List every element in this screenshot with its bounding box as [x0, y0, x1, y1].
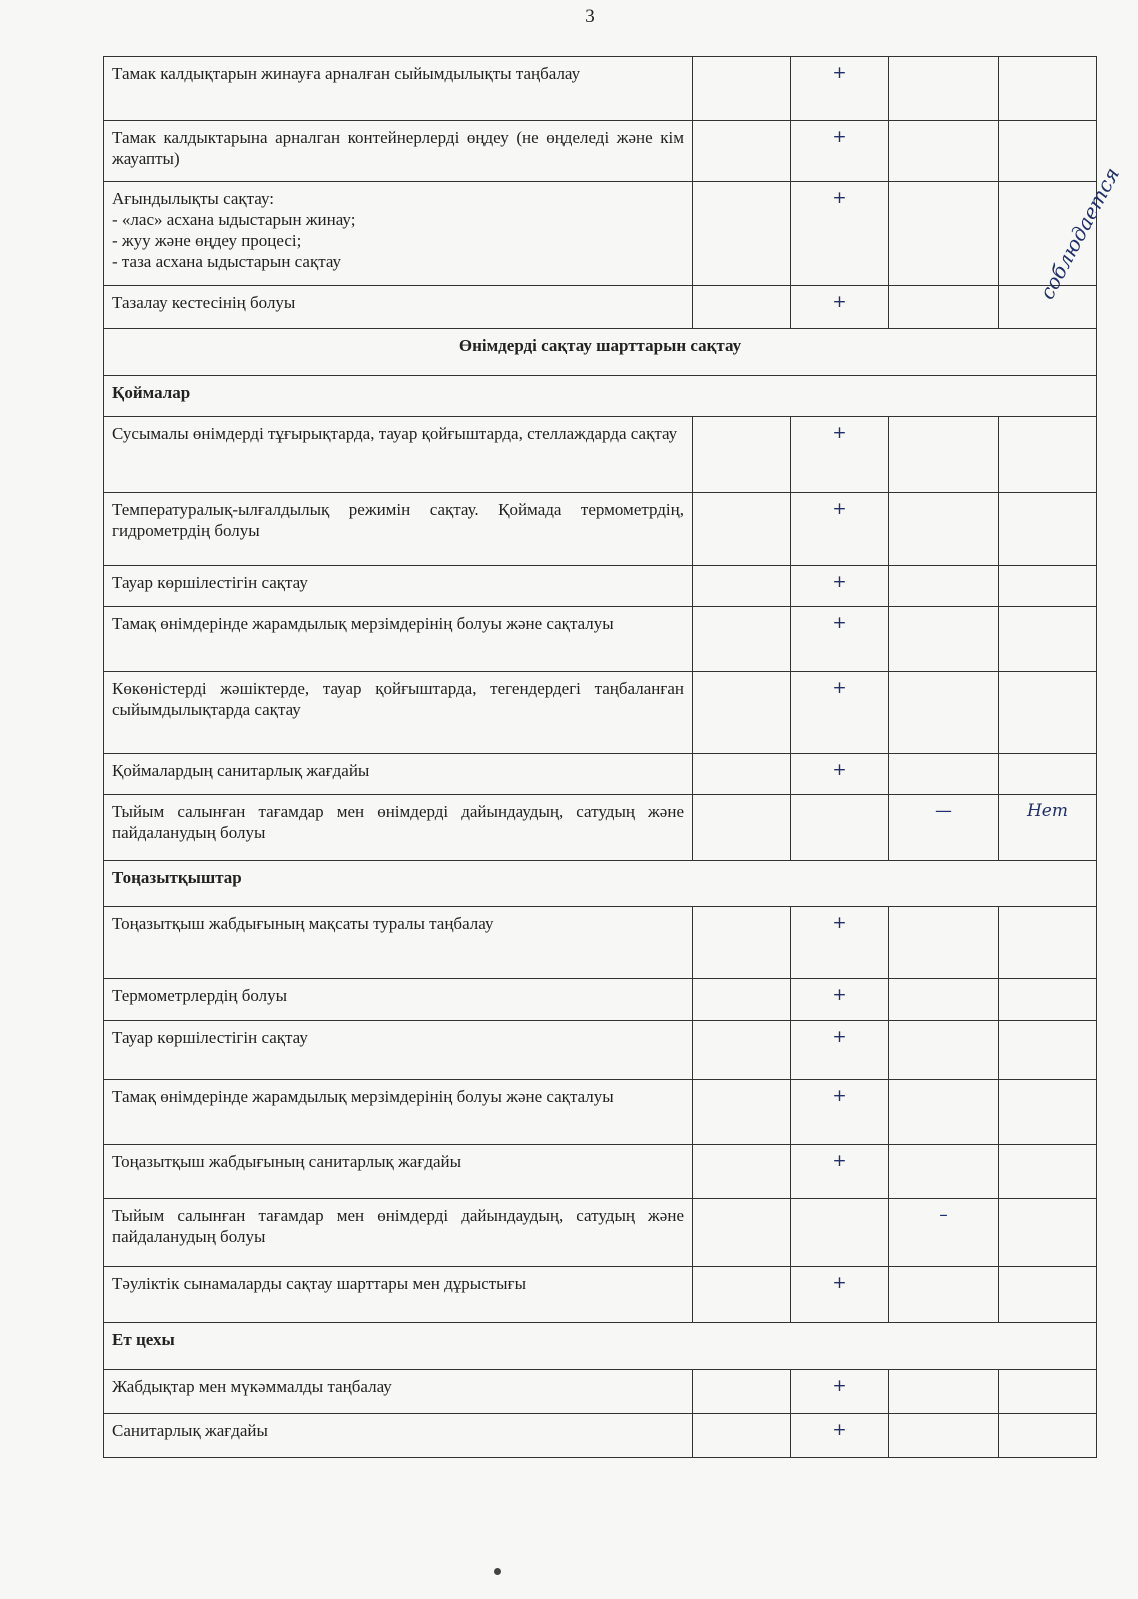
handwritten-note [999, 1021, 1097, 1080]
requirement-text: Термометрлердің болуы [104, 979, 693, 1021]
requirement-text [104, 182, 693, 286]
handwritten-note [999, 1145, 1097, 1199]
compliance-mark: + [791, 566, 889, 607]
non-compliance-mark [889, 493, 999, 566]
requirement-text: Тауар көршілестігін сақтау [104, 566, 693, 607]
non-compliance-mark [889, 121, 999, 182]
checklist-row [104, 1145, 1097, 1199]
compliance-mark: + [791, 286, 889, 329]
non-compliance-mark [889, 979, 999, 1021]
checklist-row [104, 1080, 1097, 1145]
non-compliance-mark [889, 417, 999, 493]
checklist-row [104, 1267, 1097, 1323]
non-compliance-mark [889, 607, 999, 672]
section-header-row [104, 329, 1097, 376]
empty-cell [693, 1021, 791, 1080]
compliance-mark: + [791, 979, 889, 1021]
empty-cell [693, 607, 791, 672]
compliance-mark: + [791, 1267, 889, 1323]
empty-cell [693, 182, 791, 286]
section-title: Өнімдерді сақтау шарттарын сақтау [104, 329, 1097, 376]
empty-cell [693, 417, 791, 493]
compliance-mark: + [791, 417, 889, 493]
handwritten-note [999, 754, 1097, 795]
empty-cell [693, 795, 791, 861]
requirement-text: Көкөністерді жәшіктерде, тауар қойғыштарда, тегендердегі таңбаланған сыйымдылықтарда сақтау [104, 672, 693, 754]
subsection-title: Ет цехы [104, 1323, 1097, 1370]
handwritten-note [999, 417, 1097, 493]
handwritten-note [999, 979, 1097, 1021]
non-compliance-mark [889, 672, 999, 754]
checklist-row [104, 1370, 1097, 1414]
empty-cell [693, 754, 791, 795]
empty-cell [693, 907, 791, 979]
empty-cell [693, 493, 791, 566]
handwritten-note [999, 907, 1097, 979]
non-compliance-mark [889, 1021, 999, 1080]
checklist-row [104, 286, 1097, 329]
requirement-text: Қоймалардың санитарлық жағдайы [104, 754, 693, 795]
handwritten-note [999, 493, 1097, 566]
handwritten-note [999, 566, 1097, 607]
empty-cell [693, 672, 791, 754]
non-compliance-mark [889, 1267, 999, 1323]
checklist-row [104, 57, 1097, 121]
empty-cell [693, 57, 791, 121]
compliance-mark: + [791, 121, 889, 182]
non-compliance-mark [889, 566, 999, 607]
non-compliance-mark [889, 754, 999, 795]
empty-cell [693, 979, 791, 1021]
checklist-row [104, 907, 1097, 979]
requirement-line: - жуу және өңдеу процесі; [112, 231, 302, 250]
compliance-mark: + [791, 1370, 889, 1414]
non-compliance-mark [889, 57, 999, 121]
non-compliance-mark [889, 286, 999, 329]
non-compliance-mark [889, 907, 999, 979]
compliance-mark: + [791, 1414, 889, 1458]
requirement-text: Тәуліктік сынамаларды сақтау шарттары мен дұрыстығы [104, 1267, 693, 1323]
requirement-text: Тыйым салынған тағамдар мен өнімдерді дайындаудың, сатудың және пайдаланудың болуы [104, 1199, 693, 1267]
scan-dot [494, 1568, 501, 1575]
empty-cell [693, 1267, 791, 1323]
empty-cell [693, 1370, 791, 1414]
empty-cell [693, 286, 791, 329]
checklist-row [104, 754, 1097, 795]
subsection-header-row [104, 1323, 1097, 1370]
subsection-header-row [104, 861, 1097, 907]
handwritten-note [999, 607, 1097, 672]
compliance-mark: + [791, 1080, 889, 1145]
non-compliance-mark [889, 1145, 999, 1199]
handwritten-note [999, 1414, 1097, 1458]
handwritten-note [999, 121, 1097, 182]
checklist-row [104, 1414, 1097, 1458]
empty-cell [693, 1145, 791, 1199]
subsection-title: Қоймалар [104, 376, 1097, 417]
checklist-row [104, 795, 1097, 861]
requirement-line: - таза асхана ыдыстарын сақтау [112, 252, 342, 271]
handwritten-note [999, 1080, 1097, 1145]
inspection-checklist-table [103, 56, 1125, 1458]
checklist-row [104, 182, 1097, 286]
empty-cell [693, 1080, 791, 1145]
non-compliance-mark [889, 182, 999, 286]
compliance-mark: + [791, 607, 889, 672]
checklist-row [104, 1021, 1097, 1080]
compliance-mark: + [791, 754, 889, 795]
compliance-mark [791, 1199, 889, 1267]
requirement-text: Температуралық-ылғалдылық режимін сақтау. Қоймада термометрдің, гидрометрдің болуы [104, 493, 693, 566]
compliance-mark: + [791, 1145, 889, 1199]
subsection-header-row [104, 376, 1097, 417]
requirement-text: Тамак калдыктарына арналган контейнерлерді өңдеу (не өңделеді және кім жауапты) [104, 121, 693, 182]
checklist-row [104, 607, 1097, 672]
checklist-row [104, 566, 1097, 607]
compliance-mark: + [791, 907, 889, 979]
page-number: 3 [585, 6, 595, 27]
non-compliance-mark [889, 1370, 999, 1414]
compliance-mark: + [791, 182, 889, 286]
requirement-line: Ағындылықты сақтау: [112, 189, 274, 208]
requirement-line: - «лас» асхана ыдыстарын жинау; [112, 210, 356, 229]
requirement-text: Тауар көршілестігін сақтау [104, 1021, 693, 1080]
requirement-text: Тамақ өнімдерінде жарамдылық мерзімдерінің болуы және сақталуы [104, 1080, 693, 1145]
handwritten-note [999, 672, 1097, 754]
requirement-text: Жабдықтар мен мүкәммалды таңбалау [104, 1370, 693, 1414]
handwritten-note [999, 1267, 1097, 1323]
handwritten-note [999, 1370, 1097, 1414]
handwritten-note [999, 163, 1125, 304]
checklist-row [104, 979, 1097, 1021]
requirement-text: Тоңазытқыш жабдығының мақсаты туралы таңбалау [104, 907, 693, 979]
checklist-row [104, 493, 1097, 566]
requirement-text: Тоңазытқыш жабдығының санитарлық жағдайы [104, 1145, 693, 1199]
checklist-row [104, 1199, 1097, 1267]
compliance-mark: + [791, 672, 889, 754]
empty-cell [693, 1414, 791, 1458]
subsection-title: Тоңазытқыштар [104, 861, 1097, 907]
requirement-text: Сусымалы өнімдерді тұғырықтарда, тауар қойғыштарда, стеллаждарда сақтау [104, 417, 693, 493]
compliance-mark: + [791, 57, 889, 121]
non-compliance-mark: – [889, 1199, 999, 1267]
empty-cell [693, 1199, 791, 1267]
requirement-text: Санитарлық жағдайы [104, 1414, 693, 1458]
checklist-row [104, 121, 1097, 182]
compliance-mark: + [791, 493, 889, 566]
requirement-text: Тамак калдықтарын жинауға арналған сыйымдылықты таңбалау [104, 57, 693, 121]
handwritten-note: Нет [999, 795, 1097, 861]
non-compliance-mark [889, 1414, 999, 1458]
handwritten-note [999, 1199, 1097, 1267]
non-compliance-mark [889, 1080, 999, 1145]
requirement-text: Тыйым салынған тағамдар мен өнімдерді дайындаудың, сатудың және пайдаланудың болуы [104, 795, 693, 861]
checklist-row [104, 672, 1097, 754]
rotated-note-text: соблюдается [1034, 163, 1125, 304]
handwritten-note [999, 57, 1097, 121]
checklist-row [104, 417, 1097, 493]
requirement-text: Тазалау кестесінің болуы [104, 286, 693, 329]
compliance-mark: + [791, 1021, 889, 1080]
compliance-mark [791, 795, 889, 861]
requirement-text: Тамақ өнімдерінде жарамдылық мерзімдерінің болуы және сақталуы [104, 607, 693, 672]
empty-cell [693, 121, 791, 182]
empty-cell [693, 566, 791, 607]
non-compliance-mark: — [889, 795, 999, 861]
